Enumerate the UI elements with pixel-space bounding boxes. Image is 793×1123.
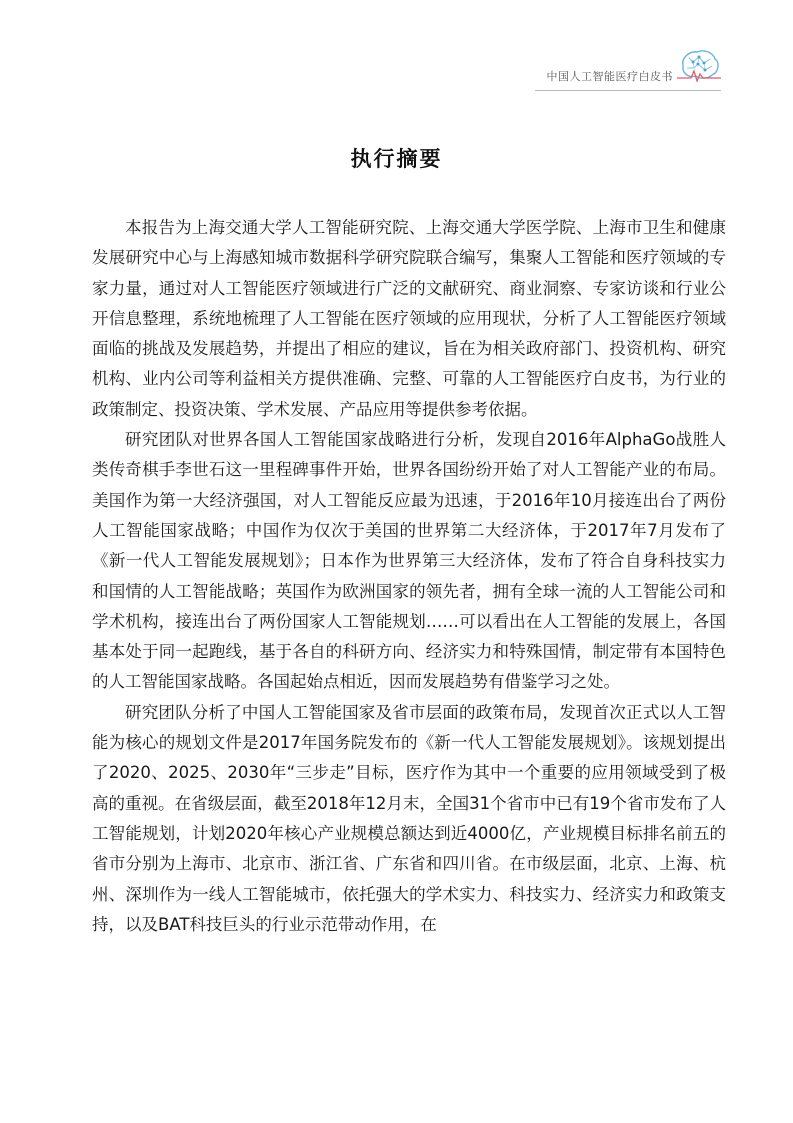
summary-paragraph-1: 本报告为上海交通大学人工智能研究院、上海交通大学医学院、上海市卫生和健康发展研究中心与上海感知城市数据科学研究院联合编写，集聚人工智能和医疗领域的专家力量，通过对人工智能医疗领域进行广泛的文献研究、商业洞察、专家访谈和行业公开信息整理，系统地梳理了人工智能在医疗领域的应用现状，分析了人工智能医疗领域面临的挑战及发展趋势，并提出了相应的建议，旨在为相关政府部门、投资机构、研究机构、业内公司等利益相关方提供准确、完整、可靠的人工智能医疗白皮书，为行业的政策制定、投资决策、学术发展、产品应用等提供参考依据。	[92, 218, 726, 419]
summary-paragraph-3: 研究团队分析了中国人工智能国家及省市层面的政策布局，发现首次正式以人工智能为核心的规划文件是2017年国务院发布的《新一代人工智能发展规划》。该规划提出了2020、2025、2030年“三步走”目标，医疗作为其中一个重要的应用领域受到了极高的重视。在省级层面，截至2018年12月末，全国31个省市中已有19个省市发布了人工智能规划，计划2020年核心产业规模总额达到近4000亿，产业规模目标排名前五的省市分别为上海市、北京市、浙江省、广东省和四川省。在市级层面，北京、上海、杭州、深圳作为一线人工智能城市，依托强大的学术实力、科技实力、经济实力和政策支持，以及BAT科技巨头的行业示范带动作用，在	[92, 702, 726, 934]
page-title: 执行摘要	[350, 147, 443, 171]
header-title: 中国人工智能医疗白皮书	[546, 70, 673, 83]
page-header	[0, 48, 793, 98]
header-divider	[535, 90, 721, 91]
brain-circuit-logo-icon	[677, 48, 721, 82]
summary-paragraph-2: 研究团队对世界各国人工智能国家战略进行分析，发现自2016年AlphaGo战胜人类传奇棋手李世石这一里程碑事件开始，世界各国纷纷开始了对人工智能产业的布局。美国作为第一大经济强国，对人工智能反应最为迅速，于2016年10月接连出台了两份人工智能国家战略；中国作为仅次于美国的世界第二大经济体，于2017年7月发布了《新一代人工智能发展规划》；日本作为世界第三大经济体，发布了符合自身科技实力和国情的人工智能战略；英国作为欧洲国家的领先者，拥有全球一流的人工智能公司和学术机构，接连出台了两份国家人工智能规划……可以看出在人工智能的发展上，各国基本处于同一起跑线，基于各自的科研方向、经济实力和特殊国情，制定带有本国特色的人工智能国家战略。各国起始点相近，因而发展趋势有借鉴学习之处。	[92, 430, 726, 692]
summary-body	[92, 213, 726, 940]
